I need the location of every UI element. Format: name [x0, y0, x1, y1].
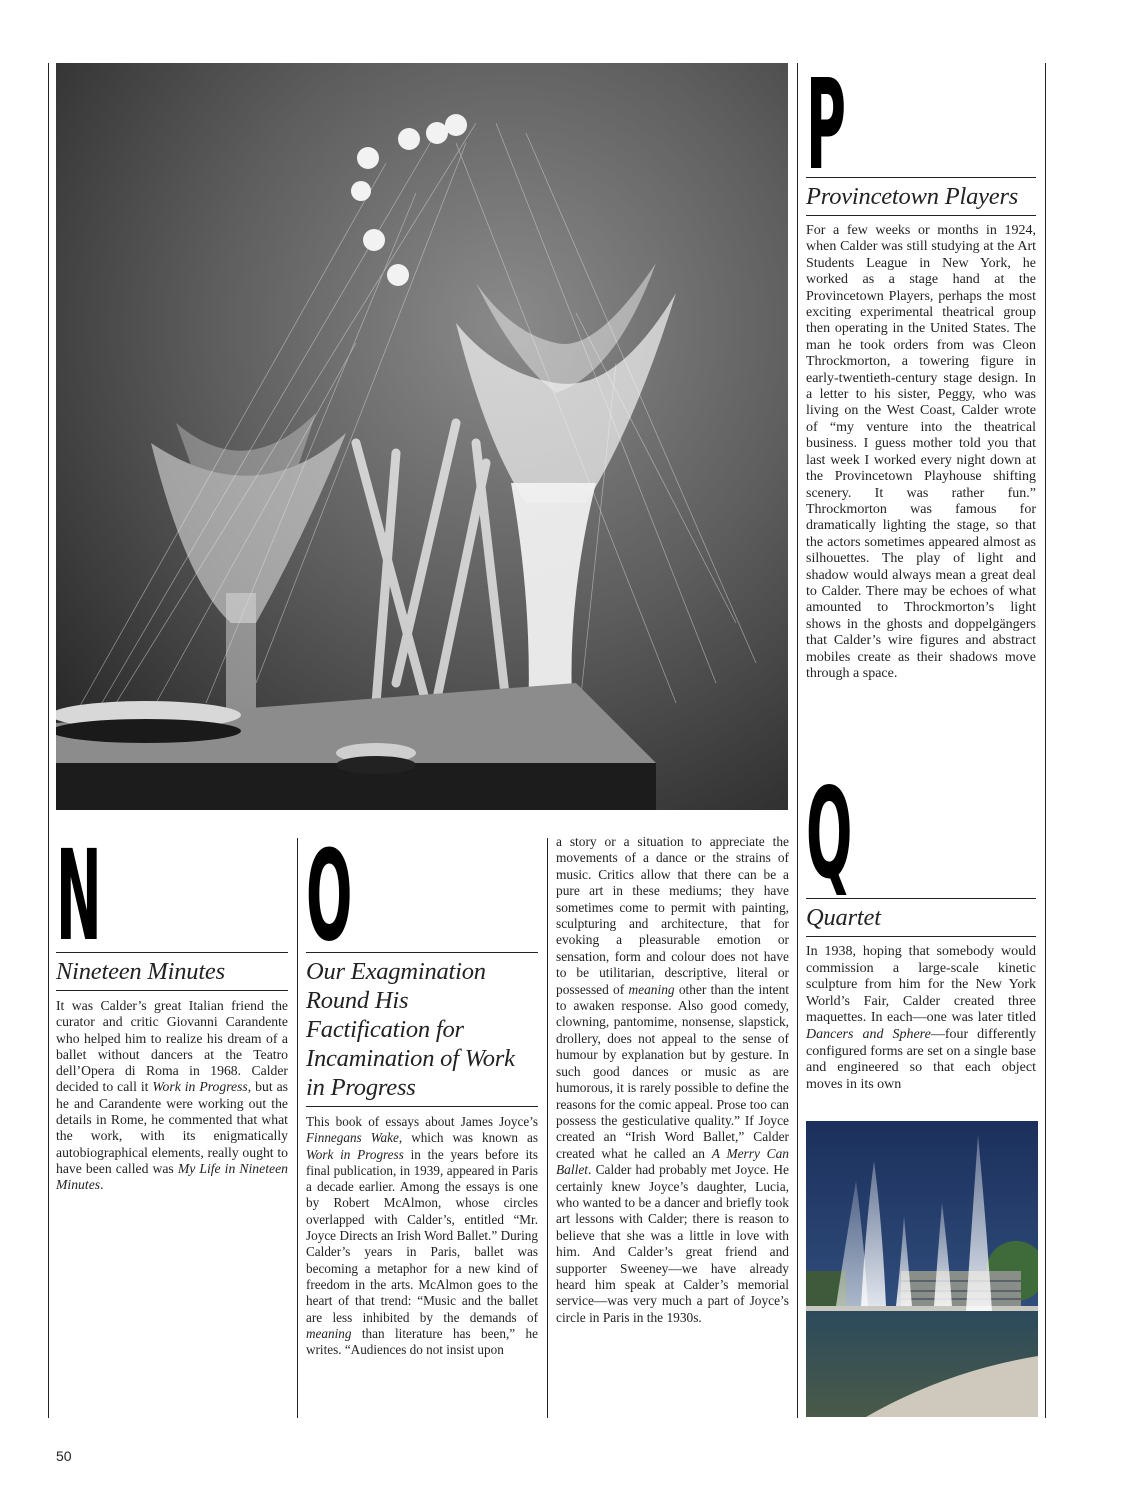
page-number: 50 — [56, 1448, 72, 1464]
letter-n: N — [56, 834, 102, 952]
text-run: a story or a situation to appreciate the movements of a dance or the strains of music. Critics allow that there can be a pure art in these mediums; they have sometimes come to permit with painting, sculpturing and architecture, that for evoking a pleasurable emotion or sensation, form and colour does not have to be utilitarian, descriptive, literal or possessed of — [556, 834, 789, 997]
text-run: . Calder had probably met Joyce. He certainly knew Joyce’s daughter, Lucia, who wanted to be a dancer and briefly took art lessons with Calder; there is reason to believe that she was a little in love with him. And Calder’s great friend and supporter Sweeney—we have already heard him speak at Calder’s memorial service—was very much a part of Joyce’s circle in Paris in the 1930s. — [556, 1162, 789, 1325]
column-rule-p — [797, 63, 798, 1418]
entry-o — [306, 834, 538, 1358]
entry-q — [806, 772, 1036, 1093]
italic-run: meaning — [628, 981, 675, 997]
italic-run: meaning — [306, 1325, 352, 1341]
entry-body-n — [56, 991, 288, 1194]
entry-body-p — [806, 216, 1036, 682]
italic-run: Dancers and Sphere — [806, 1026, 931, 1042]
entry-title-o: Our Exagmination Round His Factification for Incamination of Work in Progress — [306, 958, 515, 1101]
text-run: This book of essays about James Joyce’s — [306, 1114, 538, 1129]
letter-p: P — [806, 63, 846, 177]
column-rule-o — [297, 838, 298, 1418]
letter-o: O — [306, 834, 353, 952]
italic-run: A Merry Can Ballet — [556, 1145, 789, 1178]
text-run: , but as he and Carandente were working out the details in Rome, he commented that what the work, with its enigmatically autobiographical elements, really ought to have been called was — [56, 1079, 288, 1176]
italic-run: Work in Progress — [306, 1146, 404, 1162]
text-run: It was Calder’s great Italian friend the curator and critic Giovanni Carandente who helped him to realize his dream of a ballet without dancers at the Teatro dell’Opera di Roma in 1968. Calder decided to call it — [56, 998, 288, 1095]
text-run: than literature has been,” he writes. “Audiences do not insist upon — [306, 1325, 538, 1358]
text-run: other than the intent to awaken response. Also good comedy, clowning, pantomime, nonsense, slapstick, drollery, does not appeal to the sense of humour by explanation but by gesture. In such good dances or music as are humorous, it is rarely possible to define the reasons for the comic appeal. Prose too can possess the gesticulative quality.” If Joyce created an “Irish Word Ballet,” Calder created what he called an — [556, 981, 789, 1161]
italic-run: My Life in Nineteen Minutes — [56, 1160, 288, 1193]
letter-q: Q — [806, 772, 853, 898]
entry-o-continued — [556, 834, 789, 1326]
entry-body-o — [306, 1107, 538, 1358]
entry-title-n: Nineteen Minutes — [56, 958, 225, 985]
entry-title-p: Provincetown Players — [806, 183, 1019, 210]
column-rule-right — [1045, 63, 1046, 1418]
entry-p — [806, 63, 1036, 682]
text-run: in the years before its final publication, in 1939, appeared in Paris a decade earlier. Among the essays is one by Robert McAlmon, whose circles overlapped with Calder’s, entitled “Mr. Joyce Directs an Irish Word Ballet.” During Calder’s years in Paris, ballet was becoming a metaphor for a new kind of freedom in the arts. McAlmon goes to the heart of that trend: “Music and the ballet are less inhibited by the demands of — [306, 1146, 538, 1325]
text-run: For a few weeks or months in 1924, when Calder was still studying at the Art Students League in New York, he worked as a stage hand at the Provincetown Players, perhaps the most exciting experimental theatrical group then operating in the United States. The man he took orders from was Cleon Throckmorton, a towering figure in early-twentieth-century stage design. In a letter to his sister, Peggy, who was living on the West Coast, Calder wrote of “my venture into the theatrical business. I guess mother told you that last week I worked every night down at the Provincetown Playhouse shifting scenery. It was rather fun.” Throckmorton was famous for dramatically lighting the stage, so that the actors sometimes appeared almost as silhouettes. The play of light and shadow would always mean a great deal to Calder. There may be echoes of what amounted to Throckmorton’s light shows in the ghosts and doppelgängers that Calder’s wire figures and abstract mobiles create as their shadows move through a space. — [806, 223, 1036, 681]
text-run: , which was known as — [398, 1130, 539, 1146]
italic-run: Work in Progress — [152, 1079, 248, 1095]
fountain-photograph — [806, 1121, 1038, 1417]
ballet-photograph — [56, 63, 788, 810]
column-rule-left — [48, 63, 49, 1418]
entry-n — [56, 834, 288, 1194]
text-run: In 1938, hoping that somebody would commission a large-scale kinetic sculpture from him for the New York World’s Fair, Calder created three maquettes. In each—one was later titled — [806, 944, 1036, 1026]
entry-title-q: Quartet — [806, 904, 881, 931]
column-rule-o-continued — [547, 838, 548, 1418]
text-run: . — [100, 1177, 104, 1193]
entry-body-q — [806, 937, 1036, 1093]
italic-run: Finnegans Wake — [306, 1130, 399, 1146]
text-run: —four differently configured forms are set on a single base and engineered so that each object moves in its own — [806, 1026, 1036, 1092]
entry-body-o-continued — [556, 834, 789, 1326]
